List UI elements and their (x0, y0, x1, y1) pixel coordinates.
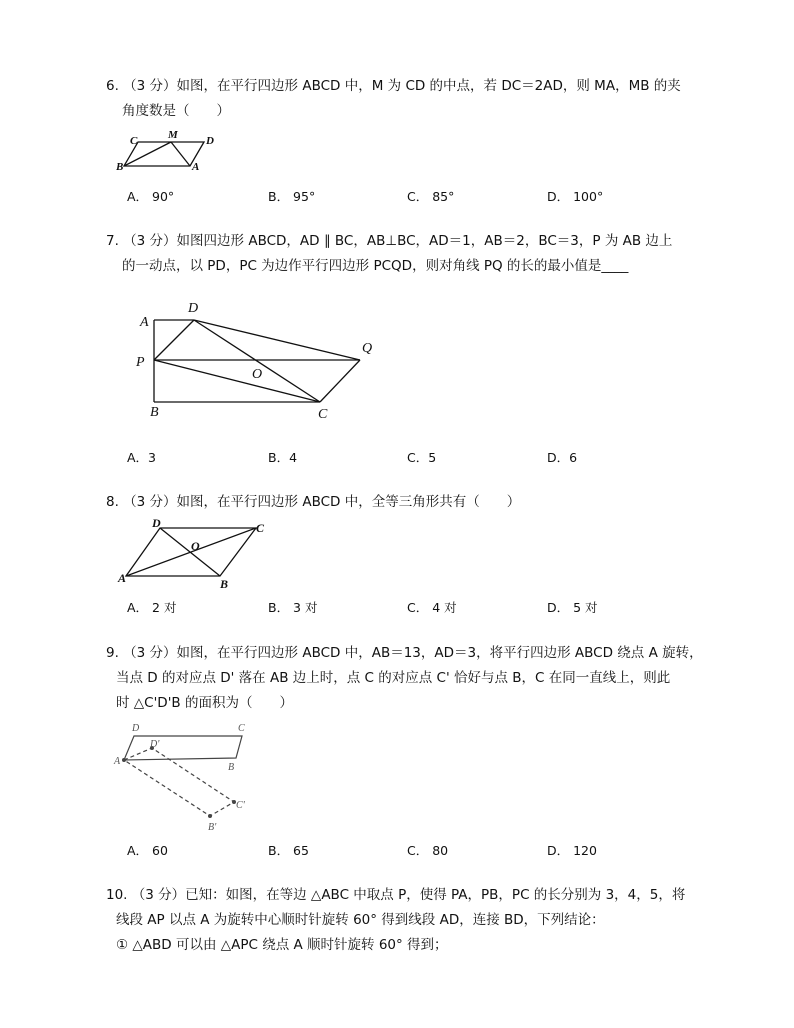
q7-segment-pd (154, 320, 194, 360)
q6-option-b[interactable]: B． 95° (268, 189, 316, 204)
q8-label-d: D (152, 516, 161, 530)
q8-option-b[interactable]: B． 3 对 (268, 600, 318, 615)
q7-segment-dq (194, 320, 360, 360)
q6-label-m: M (168, 129, 178, 141)
q9-stem-line1: 9. （3 分）如图，在平行四边形 ABCD 中，AB＝13，AD＝3，将平行四边形 ABCD 绕点 A 旋转， (106, 645, 703, 661)
q6-stem-line2: 角度数是（ ） (122, 103, 230, 119)
q9-figure (112, 716, 262, 834)
q7-option-d[interactable]: D．6 (547, 450, 578, 465)
q7-figure (130, 296, 390, 426)
q6-label-a: A (192, 161, 200, 173)
q6-option-d[interactable]: D． 100° (547, 189, 604, 204)
q9-label-a: A (114, 756, 121, 767)
q7-option-a[interactable]: A．3 (127, 450, 157, 465)
q8-option-a[interactable]: A． 2 对 (127, 600, 177, 615)
q7-label-q: Q (362, 341, 373, 356)
q6-label-b: B (116, 161, 124, 173)
q8-figure (116, 514, 276, 592)
q7-stem-line1: 7. （3 分）如图四边形 ABCD，AD ∥ BC，AB⊥BC，AD＝1，AB＝2，BC＝3，P 为 AB 边上 (106, 233, 673, 249)
q7-label-c: C (318, 407, 328, 422)
q8-stem-line1: 8. （3 分）如图，在平行四边形 ABCD 中，全等三角形共有（ ） (106, 494, 521, 510)
q6-stem-line1: 6. （3 分）如图，在平行四边形 ABCD 中，M 为 CD 的中点，若 DC＝2AD，则 MA，MB 的夹 (106, 78, 681, 94)
q7-option-b[interactable]: B．4 (268, 450, 298, 465)
q6-figure (116, 126, 226, 174)
q9-option-d[interactable]: D． 120 (547, 843, 597, 858)
q10-stem-line3: ① △ABD 可以由 △APC 绕点 A 顺时针旋转 60° 得到； (116, 937, 448, 953)
q7-label-o: O (252, 367, 263, 382)
q6-label-c: C (130, 135, 138, 147)
q6-label-d: D (206, 135, 214, 147)
q9-option-c[interactable]: C． 80 (407, 843, 449, 858)
q7-stem-line2: 的一动点，以 PD，PC 为边作平行四边形 PCQD，则对角线 PQ 的长的最小值是____ (122, 258, 629, 274)
q9-option-a[interactable]: A． 60 (127, 843, 168, 858)
q6-option-a[interactable]: A． 90° (127, 189, 175, 204)
q9-stem-line2: 当点 D 的对应点 D' 落在 AB 边上时，点 C 的对应点 C' 恰好与点 B，C 在同一直线上，则此 (116, 670, 671, 686)
q8-label-b: B (220, 577, 229, 591)
q7-option-c[interactable]: C．5 (407, 450, 437, 465)
q7-label-p: P (136, 355, 145, 370)
q8-option-d[interactable]: D． 5 对 (547, 600, 598, 615)
q9-label-b-prime: B' (208, 822, 217, 833)
q7-segment-pc (154, 360, 320, 402)
q9-point-a (122, 758, 126, 762)
q9-label-d-prime: D' (150, 739, 160, 750)
q9-stem-line3: 时 △C'D'B 的面积为（ ） (116, 695, 293, 711)
q9-label-c-prime: C' (236, 800, 245, 811)
q8-label-o: O (191, 539, 200, 553)
q7-label-a: A (140, 315, 149, 330)
q9-parallelogram-original (124, 736, 242, 760)
q8-label-a: A (118, 571, 127, 585)
q8-label-c: C (256, 521, 265, 535)
q9-label-c: C (238, 723, 245, 734)
q7-label-b: B (150, 405, 159, 420)
q6-option-c[interactable]: C． 85° (407, 189, 455, 204)
q9-point-b-prime (208, 814, 212, 818)
q6-segment-ma (171, 142, 190, 166)
q10-stem-line1: 10. （3 分）已知：如图，在等边 △ABC 中取点 P，使得 PA，PB，PC 的长分别为 3，4，5，将 (106, 887, 686, 903)
q9-option-b[interactable]: B． 65 (268, 843, 309, 858)
q7-segment-cq (320, 360, 360, 402)
q7-label-d: D (188, 301, 199, 316)
q9-label-b: B (228, 762, 235, 773)
q10-stem-line2: 线段 AP 以点 A 为旋转中心顺时针旋转 60° 得到线段 AD，连接 BD，下列结论： (116, 912, 605, 928)
q7-diagonal-dc (194, 320, 320, 402)
q9-label-d: D (132, 723, 140, 734)
q8-option-c[interactable]: C． 4 对 (407, 600, 457, 615)
